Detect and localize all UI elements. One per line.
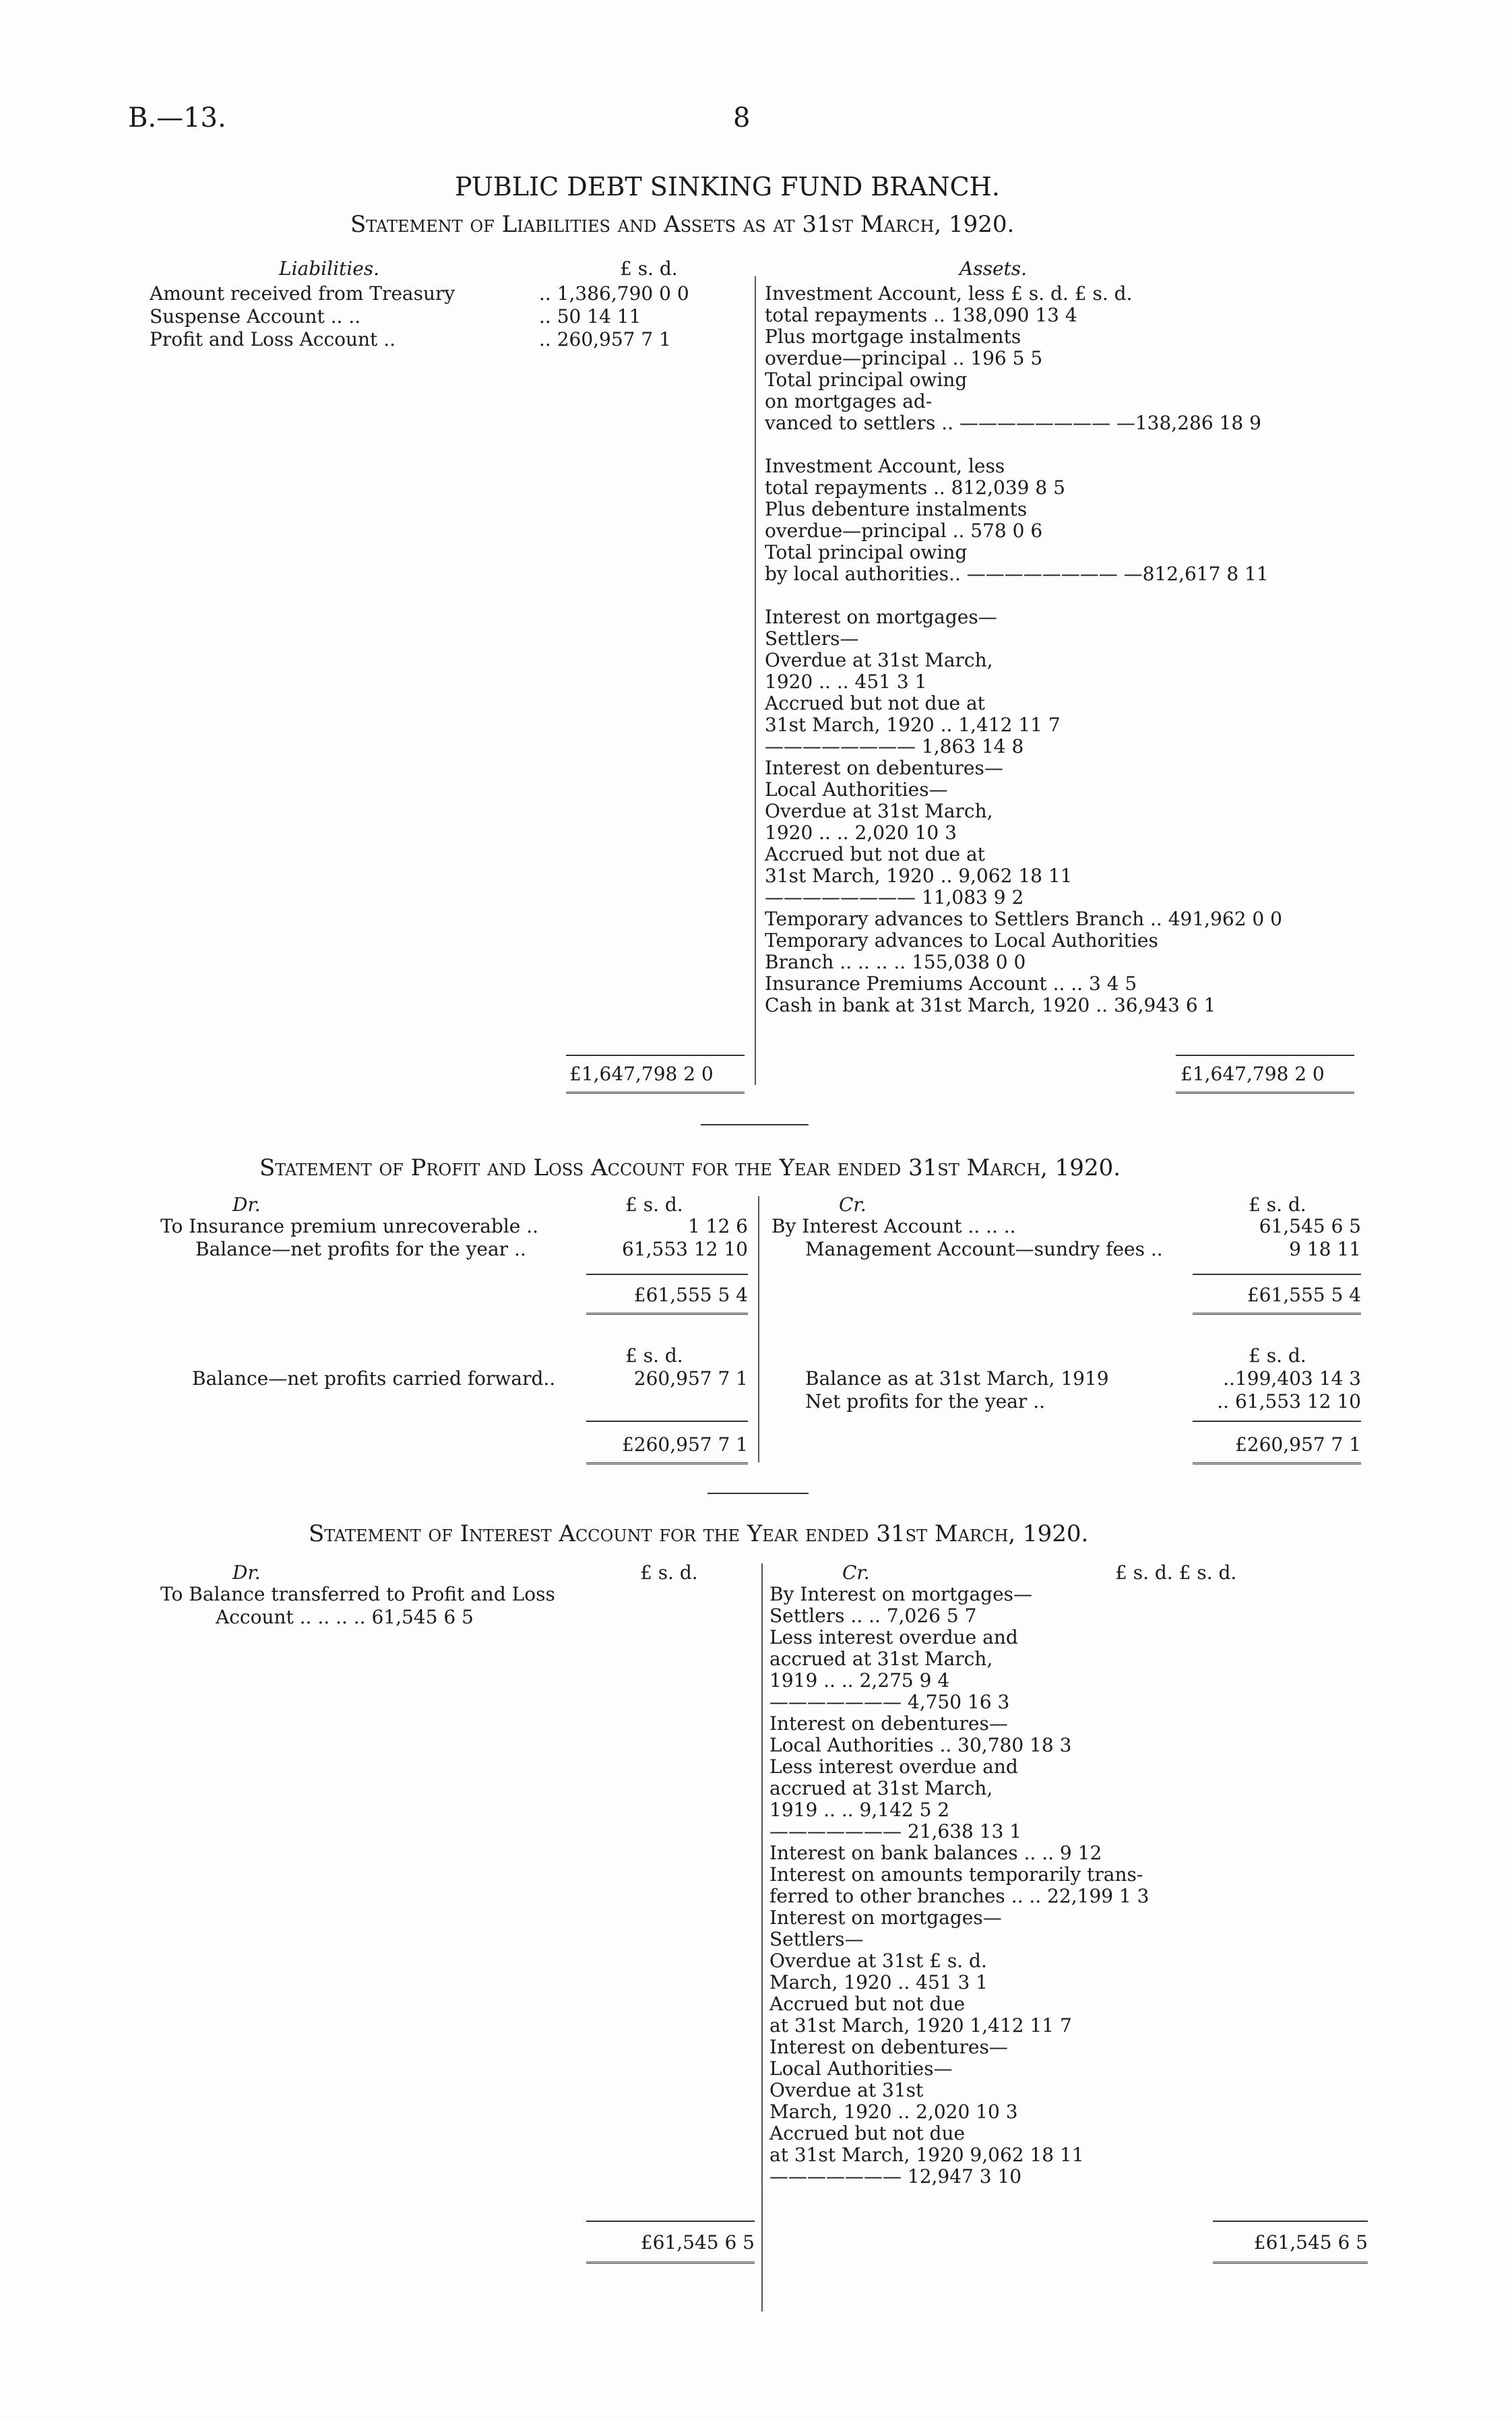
pl-dr-currency: £ s. d. <box>625 1193 683 1216</box>
pl-cr-currency-2: £ s. d. <box>1249 1344 1306 1367</box>
ia-heading: Statement of Interest Account for the Year ended 31st March, 1920. <box>309 1520 1089 1547</box>
pl-dr-currency-2: £ s. d. <box>625 1344 683 1367</box>
ia-cr: Cr. <box>842 1561 870 1584</box>
ia-dr: Dr. <box>232 1561 261 1584</box>
pl-credit-value: ..199,403 14 3 <box>1223 1367 1361 1390</box>
liability-line: Profit and Loss Account .. <box>150 328 396 350</box>
ia-total-debit: £61,545 6 5 <box>640 2231 755 2254</box>
bs-total-assets: £1,647,798 2 0 <box>1180 1063 1325 1085</box>
pl-cr: Cr. <box>839 1193 867 1216</box>
assets-heading: Assets. <box>959 257 1028 280</box>
bs-heading: Statement of Liabilities and Assets as at 31st March, 1920. <box>350 211 1015 238</box>
page-number: 8 <box>733 102 751 133</box>
liability-value: .. 50 14 11 <box>539 305 641 328</box>
pl-credit-value: 61,545 6 5 <box>1259 1215 1361 1237</box>
liability-value: .. 260,957 7 1 <box>539 328 671 350</box>
ia-debit-line: To Balance transferred to Profit and Loss <box>160 1583 555 1605</box>
pl-cr-currency: £ s. d. <box>1249 1193 1306 1216</box>
pl-credit-line: Management Account—sundry fees .. <box>805 1238 1163 1260</box>
liabilities-heading: Liabilities. <box>279 257 380 280</box>
pl-credit-line: Net profits for the year .. <box>805 1390 1046 1413</box>
pl-credit-line: By Interest Account .. .. .. <box>771 1215 1016 1237</box>
liability-line: Suspense Account .. .. <box>150 305 361 328</box>
pl-debit-value: 260,957 7 1 <box>633 1367 748 1390</box>
pl-total-credit-2: £260,957 7 1 <box>1234 1433 1361 1456</box>
ia-total-credit: £61,545 6 5 <box>1253 2231 1368 2254</box>
ia-credit-list: By Interest on mortgages— Settlers .. .. 7,026 5 7 Less interest overdue and accrued at 31st March, 1919 .. .. 2,275 9 4 ——————— 4,750 16 3 Interest on debentures— Local Authorities .. 30,780 18 3 Less interest overdue and accrued at 31st March, 1919 .. .. 9,142 5 2 ——————— 21,638 13 1 Interest on bank balances .. .. 9 12 Interest on amounts temporarily trans- ferred to other branches .. .. 22,199 1 3 Interest on mortgages— Settlers— Overdue at 31st £ s. d. March, 1920 .. 451 3 1 Accrued but not due at 31st March, 1920 1,412 11 7 Interest on debentures— Local Authorities— Overdue at 31st March, 1920 .. 2,020 10 3 Accrued but not due at 31st March, 1920 9,062 18 11 ——————— 12,947 3 10 <box>769 1583 1149 2188</box>
pl-heading: Statement of Profit and Loss Account for the Year ended 31st March, 1920. <box>259 1154 1121 1181</box>
document-ref: B.—13. <box>128 102 226 133</box>
pl-debit-value: 1 12 6 <box>687 1215 748 1237</box>
pl-total-debit-2: £260,957 7 1 <box>621 1433 748 1456</box>
pl-debit-line: To Insurance premium unrecoverable .. <box>160 1215 539 1237</box>
pl-dr: Dr. <box>232 1193 261 1216</box>
pl-total-debit: £61,555 5 4 <box>633 1284 748 1306</box>
bs-total-liabilities: £1,647,798 2 0 <box>569 1063 714 1085</box>
assets-list: Investment Account, less £ s. d. £ s. d. total repayments .. 138,090 13 4 Plus mortgage instalments overdue—principal .. 196 5 5 Total principal owing on mortgages ad- vanced to settlers .. ———————— —138,286 18 9 Investment Account, less total repayments .. 812,039 8 5 Plus debenture instalments overdue—principal .. 578 0 6 Total principal owing by local authorities.. ———————— —812,617 8 11 Interest on mortgages— Settlers— Overdue at 31st March, 1920 .. .. 451 3 1 Accrued but not due at 31st March, 1920 .. 1,412 11 7 ———————— 1,863 14 8 Interest on debentures— Local Authorities— Overdue at 31st March, 1920 .. .. 2,020 10 3 Accrued but not due at 31st March, 1920 .. 9,062 18 11 ———————— 11,083 9 2 Temporary advances to Settlers Branch .. 491,962 0 0 Temporary advances to Local Authorities Branch .. .. .. .. 155,038 0 0 Insurance Premiums Account .. .. 3 4 5 Cash in bank at 31st March, 1920 .. 36,943 6 1 <box>765 282 1282 1016</box>
ia-cr-currency: £ s. d. £ s. d. <box>1115 1561 1237 1584</box>
pl-debit-line: Balance—net profits for the year .. <box>195 1238 526 1260</box>
pl-credit-value: 9 18 11 <box>1289 1238 1361 1260</box>
page-title: PUBLIC DEBT SINKING FUND BRANCH. <box>455 172 1000 201</box>
liabilities-currency: £ s. d. <box>620 257 678 280</box>
pl-credit-value: .. 61,553 12 10 <box>1217 1390 1361 1413</box>
pl-credit-line: Balance as at 31st March, 1919 <box>805 1367 1109 1390</box>
liability-line: Amount received from Treasury <box>150 282 455 305</box>
ia-dr-currency: £ s. d. <box>640 1561 698 1584</box>
liability-value: .. 1,386,790 0 0 <box>539 282 689 305</box>
pl-total-credit: £61,555 5 4 <box>1247 1284 1361 1306</box>
pl-debit-line: Balance—net profits carried forward.. <box>192 1367 556 1390</box>
pl-debit-value: 61,553 12 10 <box>621 1238 748 1260</box>
ia-debit-line: Account .. .. .. .. 61,545 6 5 <box>216 1606 474 1628</box>
